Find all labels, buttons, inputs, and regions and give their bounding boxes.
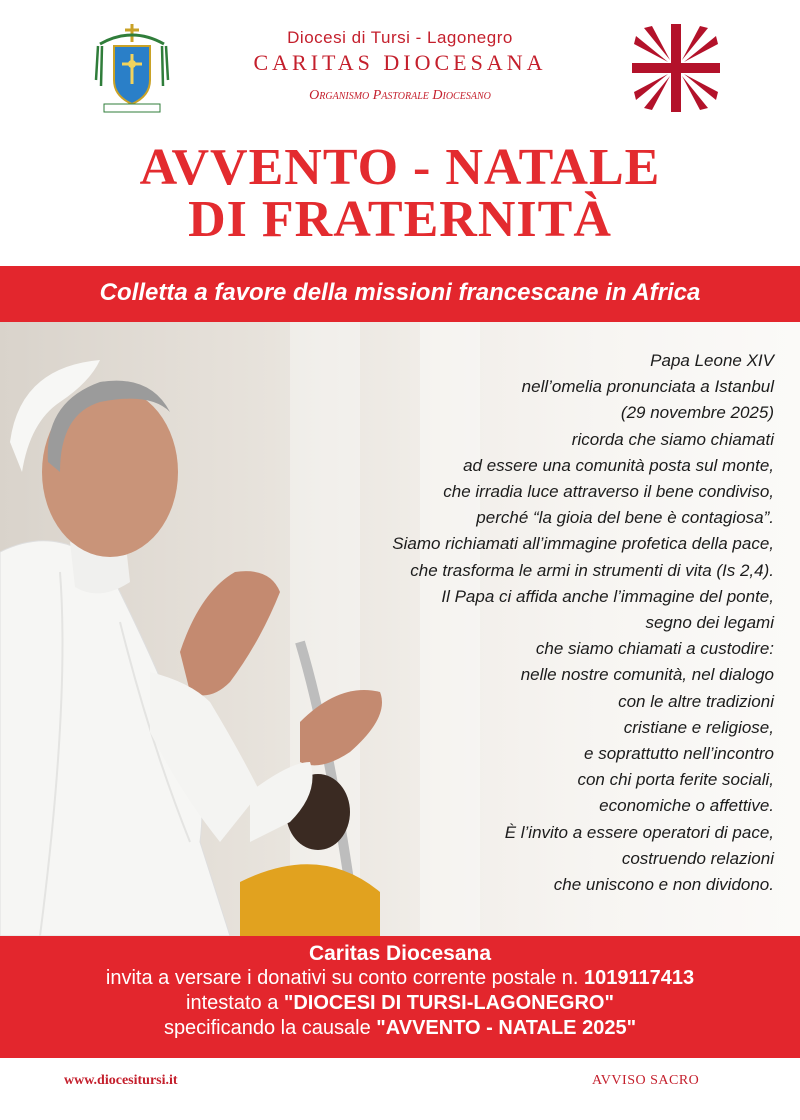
header-text [200,28,600,104]
pope-quote-text [254,348,774,898]
quote-line: che trasforma le armi in strumenti di vita (Is 2,4). [410,560,774,580]
account-holder: "DIOCESI DI TURSI-LAGONEGRO" [283,992,614,1014]
quote-line: che uniscono e non dividono. [553,875,774,895]
donation-line-3 [0,1016,800,1041]
subtitle-banner [0,266,800,322]
quote-line: nell’omelia pronunciata a Istanbul [521,377,774,397]
donation-causale: "AVVENTO - NATALE 2025" [376,1017,637,1039]
quote-line: ad essere una comunità posta sul monte, [463,455,774,475]
quote-line: Siamo richiamati all’immagine profetica della pace, [392,534,774,554]
donation-causale-text: specificando la causale [163,1017,377,1039]
quote-line: economiche o affettive. [599,796,774,816]
banner-text: Colletta a favore della missioni francescane in Africa [99,279,701,306]
quote-line: perché “la gioia del bene è contagiosa”. [476,508,774,528]
website-link[interactable]: www.diocesitursi.it [64,1073,178,1088]
donation-box [0,936,800,1058]
quote-line: (29 novembre 2025) [620,403,774,423]
diocese-name: Diocesi di Tursi - Lagonegro [287,28,513,47]
quote-line: costruendo relazioni [621,848,774,868]
quote-line: ricorda che siamo chiamati [571,429,774,449]
quote-line: nelle nostre comunità, nel dialogo [520,665,774,685]
organismo-subtitle: Organismo Pastorale Diocesano [309,88,491,103]
quote-line: con chi porta ferite sociali, [577,770,774,790]
main-title [0,139,800,248]
donation-line-2 [0,991,800,1016]
caritas-name: CARITAS DIOCESANA [253,50,547,75]
title-line-2: DI FRATERNITÀ [188,191,612,248]
quote-line: cristiane e religiose, [623,717,774,737]
quote-line: segno dei legami [645,613,774,633]
quote-line: Papa Leone XIV [650,351,774,370]
quote-line: È l’invito a essere operatori di pace, [504,822,774,842]
quote-line: Il Papa ci affida anche l’immagine del ponte, [441,586,774,606]
caritas-cross-logo-icon [630,22,722,114]
header [0,0,800,140]
donation-title: Caritas Diocesana [308,942,492,965]
donation-account-text: invita a versare i donativi su conto corrente postale n. [105,967,584,989]
donation-holder-text: intestato a [186,992,284,1014]
avviso-sacro-label: AVVISO SACRO [592,1073,700,1088]
quote-line: che irradia luce attraverso il bene condiviso, [443,482,774,502]
title-line-1: AVVENTO - NATALE [139,139,661,196]
account-number: 1019117413 [583,967,695,989]
bishop-crest-icon [92,20,172,116]
donation-line-1 [0,966,800,991]
quote-line: e soprattutto nell’incontro [584,744,774,764]
quote-line: che siamo chiamati a custodire: [535,639,774,659]
quote-line: con le altre tradizioni [618,691,774,711]
